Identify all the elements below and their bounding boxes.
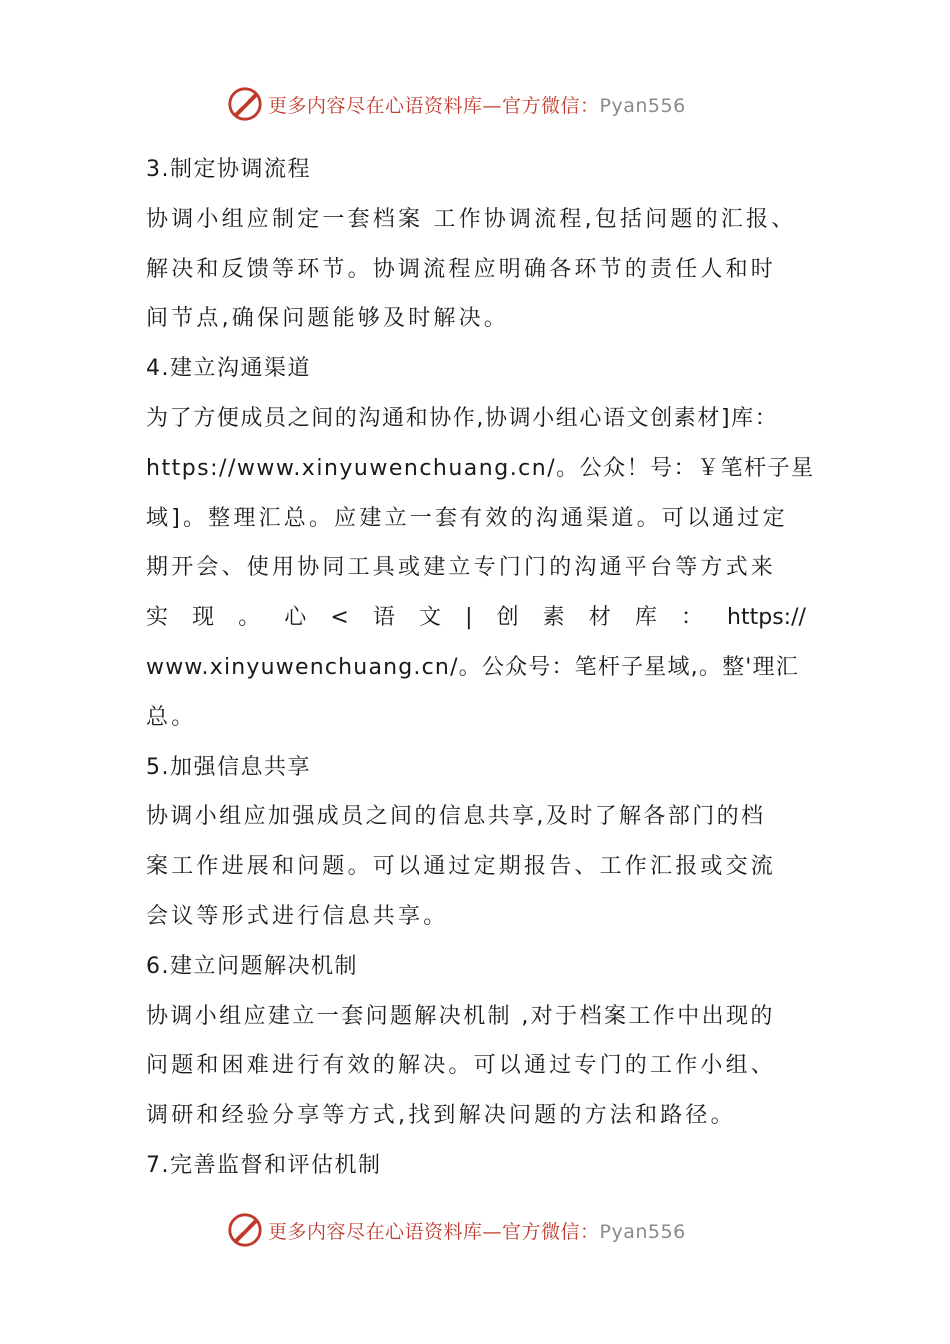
justified-token: 实 [146,605,169,631]
paragraph-line: 总。 [146,704,197,730]
section-heading-4: 4.建立沟通渠道 [146,356,311,382]
section-heading-6: 6.建立问题解决机制 [146,953,358,979]
paragraph-line: 间节点,确保问题能够及时解决。 [146,306,509,332]
header-banner [226,82,686,126]
paragraph-line: www.xinyuwenchuang.cn/。公众号：笔杆子星域,。整'理汇 [146,654,799,680]
footer-banner-brand: 更多内容尽在心语资料库—官方微信： [268,1220,600,1243]
section-heading-5: 5.加强信息共享 [146,754,311,780]
justified-token: 库 [634,605,657,631]
header-banner-text [268,91,686,118]
footer-banner [226,1208,686,1252]
justified-token: 文 [418,605,441,631]
paragraph-line: 案工作进展和问题。可以通过定期报告、工作汇报或交流 [146,854,777,880]
footer-banner-wechat: Pyan556 [599,1220,686,1243]
justified-token: | [465,605,473,631]
paragraph-line: 解决和反馈等环节。协调流程应明确各环节的责任人和时 [146,256,777,282]
justified-token: 材 [588,605,611,631]
section-heading-3: 3.制定协调流程 [146,157,311,182]
paragraph-line: 域]。整理汇总。应建立一套有效的沟通渠道。可以通过定 [146,505,788,531]
paragraph-line: https://www.xinyuwenchuang.cn/。公众！号：￥笔杆子星 [146,455,815,481]
justified-token: 创 [496,605,519,631]
paragraph-line: 问题和困难进行有效的解决。可以通过专门的工作小组、 [146,1053,777,1079]
header-banner-brand: 更多内容尽在心语资料库—官方微信： [268,94,600,117]
justified-token: 素 [542,605,565,631]
justified-token: 。 [238,605,261,631]
paragraph-line: 协调小组应制定一套档案 工作协调流程,包括问题的汇报、 [146,206,797,232]
footer-banner-text [268,1217,686,1244]
justified-token: 现 [192,605,215,631]
paragraph-line-justified [146,593,806,643]
justified-token: ： [680,605,703,631]
document-body [146,145,815,1191]
paragraph-line: 为了方便成员之间的沟通和协作,协调小组心语文创素材]库： [146,405,779,431]
paragraph-line: 会议等形式进行信息共享。 [146,903,449,929]
section-heading-7: 7.完善监督和评估机制 [146,1152,382,1178]
header-banner-wechat: Pyan556 [599,94,686,117]
paragraph-line: 调研和经验分享等方式,找到解决问题的方法和路径。 [146,1103,736,1129]
paragraph-line: 协调小组应加强成员之间的信息共享,及时了解各部门的档 [146,804,766,830]
justified-token: 语 [372,605,395,631]
justified-token: 心 [284,605,307,631]
quill-logo-icon [226,1211,264,1249]
quill-logo-icon [226,85,264,123]
paragraph-line: 协调小组应建立一套问题解决机制 ,对于档案工作中出现的 [146,1003,775,1029]
justified-token: https:// [727,605,806,631]
justified-token: < [330,605,349,631]
paragraph-line: 期开会、使用协同工具或建立专门门的沟通平台等方式来 [146,555,777,581]
